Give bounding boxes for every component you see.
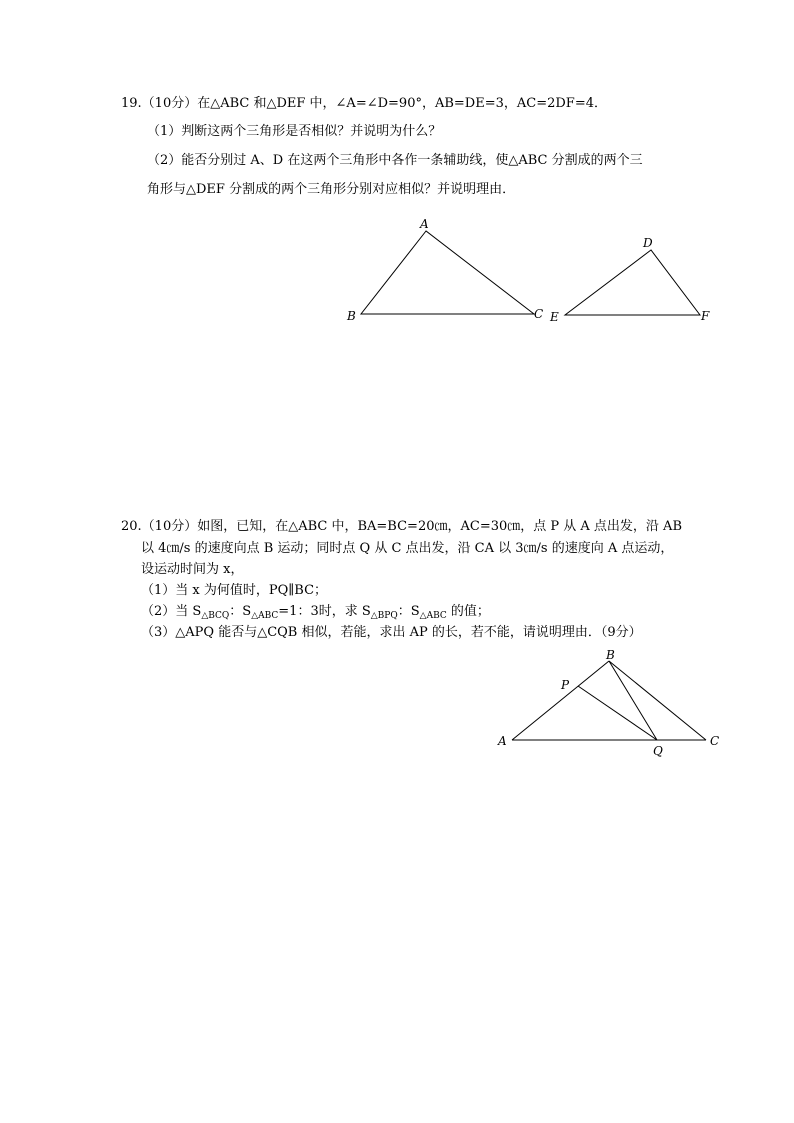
q20-part2-sub-abc-2: △ABC: [419, 611, 447, 621]
q19-label-d: D: [643, 236, 653, 250]
q19-label-a: A: [420, 217, 429, 231]
q20-part2-text-1: （2）当 S: [141, 604, 202, 619]
q20-part2-sub-abc-1: △ABC: [251, 611, 279, 621]
q20-part3: （3）△APQ 能否与△CQB 相似，若能，求出 AP 的长，若不能，请说明理由．（9分）: [141, 625, 642, 640]
segment-bq: [609, 661, 657, 740]
q20-part2-sub-bpq: △BPQ: [370, 611, 398, 621]
q20-part2-text-4: ：S: [397, 604, 420, 619]
q20-part2-text-5: 的值；: [446, 604, 490, 619]
q20-label-a: A: [498, 734, 507, 748]
q20-part2-sub-bcq: △BCQ: [201, 611, 230, 621]
q20-line3: 设运动时间为 x，: [141, 562, 244, 577]
q19-label-e: E: [550, 310, 559, 324]
segment-pq: [578, 686, 657, 740]
q20-label-q: Q: [653, 744, 663, 758]
q20-part1: （1）当 x 为何值时，PQ∥BC；: [141, 583, 328, 598]
q19-stem: 19.（10分）在△ABC 和△DEF 中，∠A=∠D=90°，AB=DE=3，AC=2DF=4．: [121, 96, 607, 111]
q20-label-b: B: [606, 648, 615, 662]
q20-label-c: C: [710, 734, 720, 748]
q19-label-f: F: [701, 309, 710, 323]
q20-line2: 以 4㎝/s 的速度向点 B 运动；同时点 Q 从 C 点出发，沿 CA 以 3㎝/s 的速度向 A 点运动，: [141, 541, 674, 556]
segment-bc: [609, 661, 706, 740]
q20-label-p: P: [561, 678, 570, 692]
segment-ab: [512, 661, 609, 740]
q19-label-c: C: [534, 307, 544, 321]
q19-label-b: B: [347, 309, 356, 323]
q19-part1: （1）判断这两个三角形是否相似？并说明为什么？: [147, 124, 442, 139]
q20-part2-text-3: =1：3时，求 S: [278, 604, 371, 619]
q20-line1: 20.（10分）如图，已知，在△ABC 中，BA=BC=20㎝，AC=30㎝，点 P 从 A 点出发，沿 AB: [121, 519, 682, 534]
q19-part2-line1: （2）能否分别过 A、D 在这两个三角形中各作一条辅助线，使△ABC 分割成的两个三: [147, 153, 643, 168]
q19-part2-line2: 角形与△DEF 分割成的两个三角形分别对应相似？并说明理由．: [147, 182, 516, 197]
q20-part2-text-2: ：S: [229, 604, 252, 619]
